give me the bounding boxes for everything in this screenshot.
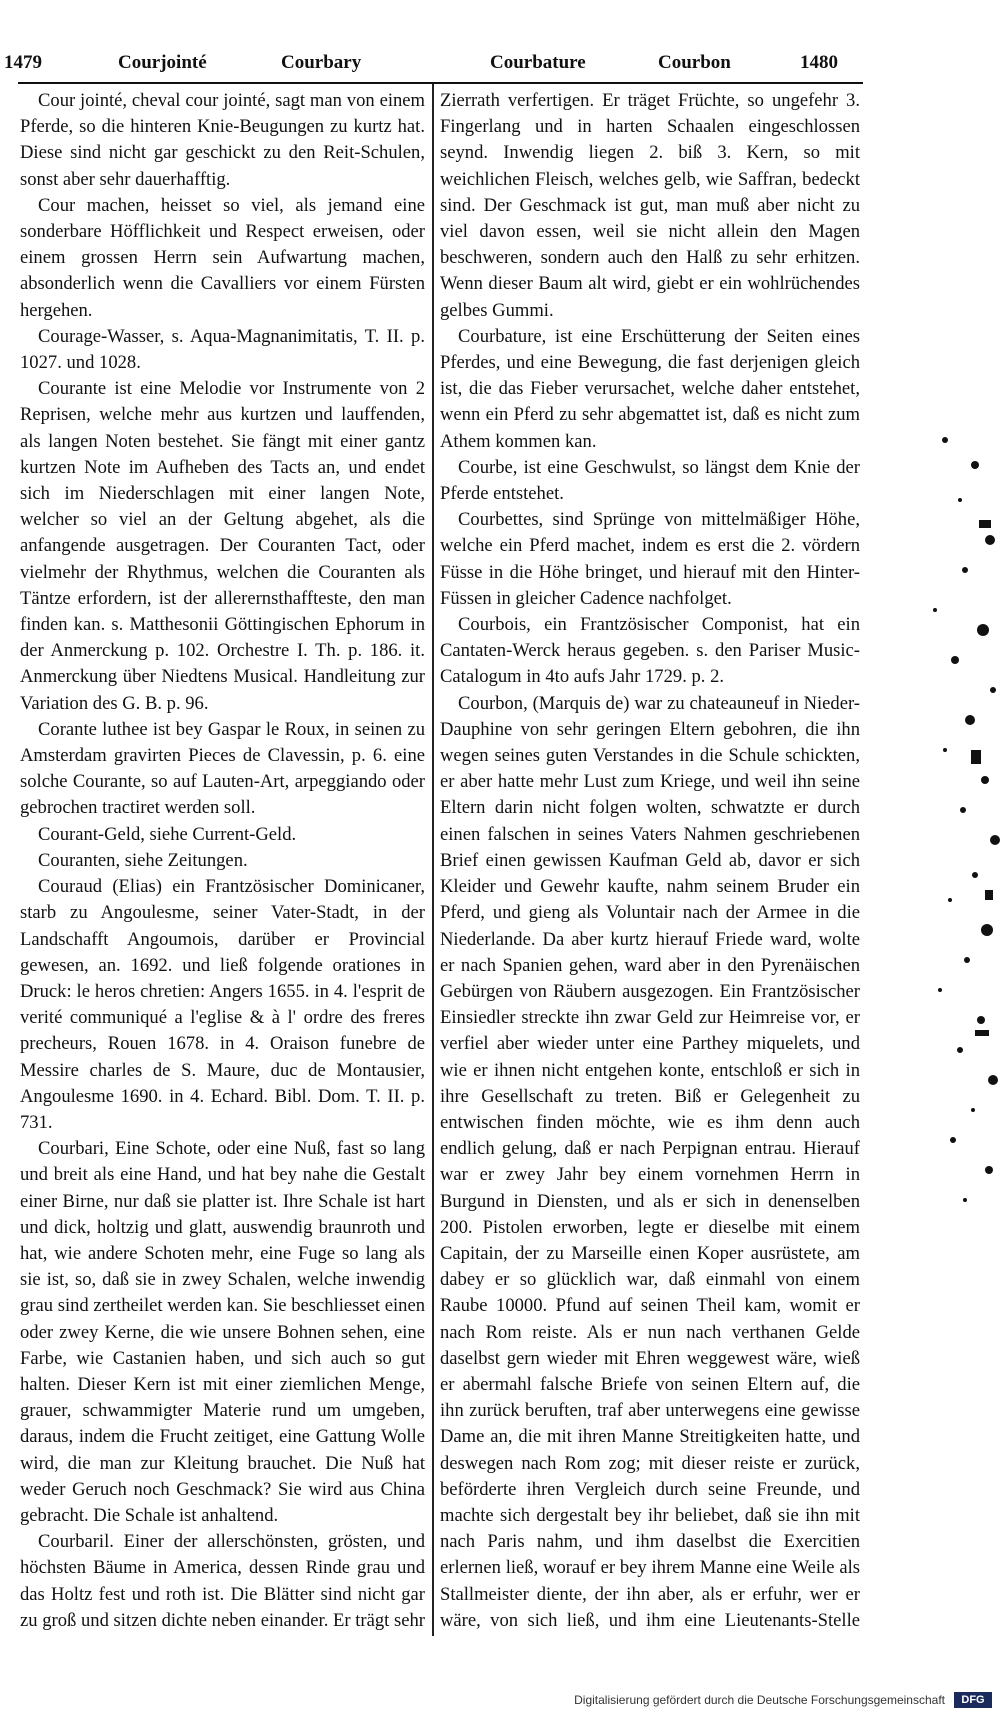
entry-couraud: Couraud (Elias) ein Frantzösischer Dominicaner, starb zu Angoulesme, seiner Vater-Stadt, in der Landschafft Angoumois, darüber er Provincial gewesen, an. 1692. und ließ folgende orationes in Druck: le heros chretien: Angers 1655. in 4. l'esprit de verité communiqué a l'eglise & à l' ordre des freres precheurs, Rouen 1678. in 4. Oraison funebre de Messire charles de S. Maure, duc de Montausier, Angoulesme 1690. in 4. Echard. Bibl. Dom. T. II. p. 731. xyxy=(20,876,425,1133)
catchword-left-1: Courjointé xyxy=(118,52,207,73)
entry-corante-luthee: Corante luthee ist bey Gaspar le Roux, in seinen zu Amsterdam gravirten Pieces de Clavessin, p. 6. eine solche Courante, so auf Lauten-Art, arpeggiando oder gebrochen tractiret werden soll. xyxy=(20,718,425,819)
right-column xyxy=(440,88,860,1636)
column-divider xyxy=(432,84,434,1636)
left-column xyxy=(20,88,425,1636)
page-number-right: 1480 xyxy=(800,52,838,73)
digitization-credit: Digitalisierung gefördert durch die Deutsche Forschungsgemeinschaft xyxy=(574,1693,945,1707)
catchword-left-2: Courbary xyxy=(281,52,362,73)
page-number-left: 1479 xyxy=(4,52,42,73)
entry-courage-wasser: Courage-Wasser, s. Aqua-Magnanimitatis, T. II. p. 1027. und 1028. xyxy=(20,325,425,374)
entry-couranten: Couranten, siehe Zeitungen. xyxy=(38,849,248,871)
entry-courbaril: Courbaril. Einer der allerschönsten, grösten, und höchsten Bäume in America, dessen Rinde grau und das Holtz fest und roth ist. Die Blätter sind nicht gar zu groß und sitzen dichte neben einander. Er trägt sehr xyxy=(20,1531,425,1631)
catchword-right-1: Courbature xyxy=(490,52,586,73)
dfg-logo: DFG xyxy=(954,1692,992,1708)
entry-courbettes: Courbettes, sind Sprünge von mittelmäßiger Höhe, welche ein Pferd machet, indem es erst die 2. vördern Füsse in die Höhe bringet, und hierauf mit den Hinter-Füssen in gleicher Cadence nachfolget. xyxy=(440,509,860,609)
entry-courbary-continued: Zierrath verfertigen. Er träget Früchte, so ungefehr 3. Fingerlang und in harten Schaalen eingeschlossen seynd. Inwendig liegen 2. biß 3. Kern, so mit weichlichen Fleisch, welches gelb, wie Saffran, bedeckt sind. Der Geschmack ist gut, man muß aber nicht zu viel davon essen, weil sie nicht allein den Magen beschweren, sondern auch den Halß zu sehr erhitzen. Wenn dieser Baum alt wird, giebt er ein wohlrüchendes gelbes Gummi. xyxy=(440,90,860,321)
entry-courbon: Courbon, (Marquis de) war zu chateauneuf in Nieder-Dauphine von sehr geringen Eltern gebohren, die ihn wegen seines guten Verstandes in die Schule schickten, er aber hatte mehr Lust zum Kriege, und weil ihn seine Eltern darin nicht folgen wolten, schwatzte er durch einen falschen in seines Vaters Nahmen geschriebenen Brief einen gewissen Kaufman Geld ab, davor er sich Kleider und Gewehr kaufte, nahm seinem Bruder ein Pferd, und gieng als Voluntair nach der Armee in die Niederlande. Da aber kurtz hierauf Friede ward, wolte er nach Spanien gehen, ward aber in den Pyrenäischen Gebürgen von Räubern ausgezogen. Ein Frantzösischer Einsiedler streckte ihn zwar Geld zur Heimreise vor, er verfiel aber wieder unter eine Parthey miquelets, und wie er ihnen nicht entgehen konte, entschloß er sich in ihre Gesellschaft zu treten. Biß er Gelegenheit zu entwischen finden möchte, wie es ihm denn auch endlich gelung, daß er nach Perpignan entrau. Hierauf war er zwey Jahr bey einem vornehmen Herrn in Burgund in Diensten, und als er sich in denenselben 200. Pistolen erworben, legte er dieselbe mit einem Capitain, der zu Marseille einen Koper ausrüstete, am dabey er so glücklich war, daß einmahl von einem Raube 10000. Pfund auf seinen Theil kam, womit er nach Rom reiste. Als er nun nach verthanen Gelde daselbst gern wieder mit Ehren weggewest wäre, wieß er abermahl falsche Briefe von seinen Eltern auf, die ihn zurück beruften, traf aber unterwegens eine gewisse Dame an, die mit ihren Manne Streitigkeiten hatte, und deswegen nach Rom zog; mit dieser reiste er zurück, beförderte ihren Vergleich durch seine Freunde, und machte sich dergestalt bey ihr beliebet, daß sie ihn mit nach Paris nahm, und ihm daselbst die Exercitien erlernen ließ, worauf er bey ihrem Manne eine Weile als Stallmeister diente, der ihn aber, als er erfuhr, wer er wäre, von sich ließ, und ihm eine Lieutenants-Stelle xyxy=(440,692,860,1631)
entry-courbois: Courbois, ein Frantzösischer Componist, hat ein Cantaten-Werck heraus gegeben. s. den Pariser Music-Catalogum in 4to aufs Jahr 1729. p. 2. xyxy=(440,614,860,688)
running-header xyxy=(0,52,860,82)
entry-courbari: Courbari, Eine Schote, oder eine Nuß, fast so lang und breit als eine Hand, und hat bey nahe die Gestalt einer Birne, nur daß sie platter ist. Ihre Schale ist hart und dick, holtzig und glatt, auswendig braunroth und hat, wie andere Schoten mehr, eine Fuge so lang als sie ist, so, daß sie in zwey Schalen, welche inwendig grau sind zertheilet werden kan. Sie beschliesset einen oder zwey Kerne, die wie unsere Bohnen sehen, eine Farbe, wie Castanien haben, und sich auch so gut halten. Dieser Kern ist mit einer ziemlichen Menge, grauer, schwammigter Materie rund um umgeben, daraus, indem die Frucht zeitiget, eine Gattung Wolle wird, die man zur Kleitung brauchet. Die Nuß hat weder Geruch noch Geschmack? Sie wird aus China gebracht. Die Schale ist anhaltend. xyxy=(20,1138,425,1526)
entry-cour-machen: Cour machen, heisset so viel, als jemand eine sonderbare Höfflichkeit und Respect erweisen, oder einem grossen Herrn sein Aufwartung machen, absonderlich wenn die Cavalliers vor einem Fürsten hergehen. xyxy=(20,194,425,321)
footer-bar xyxy=(0,1690,1000,1712)
entry-courbature: Courbature, ist eine Erschütterung der Seiten eines Pferdes, und eine Bewegung, die fast derjenigen gleich ist, die das Fieber verursachet, welche daher entstehet, wenn ein Pferd zu sehr abgemattet ist, daß es nicht zum Athem kommen kan. xyxy=(440,325,860,452)
entry-courbe: Courbe, ist eine Geschwulst, so längst dem Knie der Pferde entstehet. xyxy=(440,456,860,505)
header-rule xyxy=(18,82,863,84)
catchword-right-2: Courbon xyxy=(658,52,731,73)
scan-speckle-noise xyxy=(905,420,1000,1220)
entry-courante: Courante ist eine Melodie vor Instrumente von 2 Reprisen, welche mehr aus kurtzen und lauffenden, als langen Noten bestehet. Sie fängt mit einer gantz kurtzen Note im Aufheben des Tacts an, und endet sich im Niederschlagen mit einer langen Note, welcher so viel an der Geltung abgehet, als die anfangende ausgetragen. Der Couranten Tact, oder vielmehr der Rhythmus, welchen die Couranten als Täntze erfordern, ist der allerernsthaffteste, den man finden kan. s. Matthesonii Göttingischen Ephorum in der Anmerckung p. 102. Orchestre I. Th. p. 186. it. Anmerckung über Niedtens Musical. Handleitung zur Variation des G. B. p. 96. xyxy=(20,378,425,714)
entry-courant-geld: Courant-Geld, siehe Current-Geld. xyxy=(38,823,297,845)
entry-cour-jointe: Cour jointé, cheval cour jointé, sagt man von einem Pferde, so die hinteren Knie-Beugungen zu kurtz hat. Diese sind nicht gar geschickt zu den Reit-Schulen, sonst aber sehr dauerhafftig. xyxy=(20,90,425,190)
